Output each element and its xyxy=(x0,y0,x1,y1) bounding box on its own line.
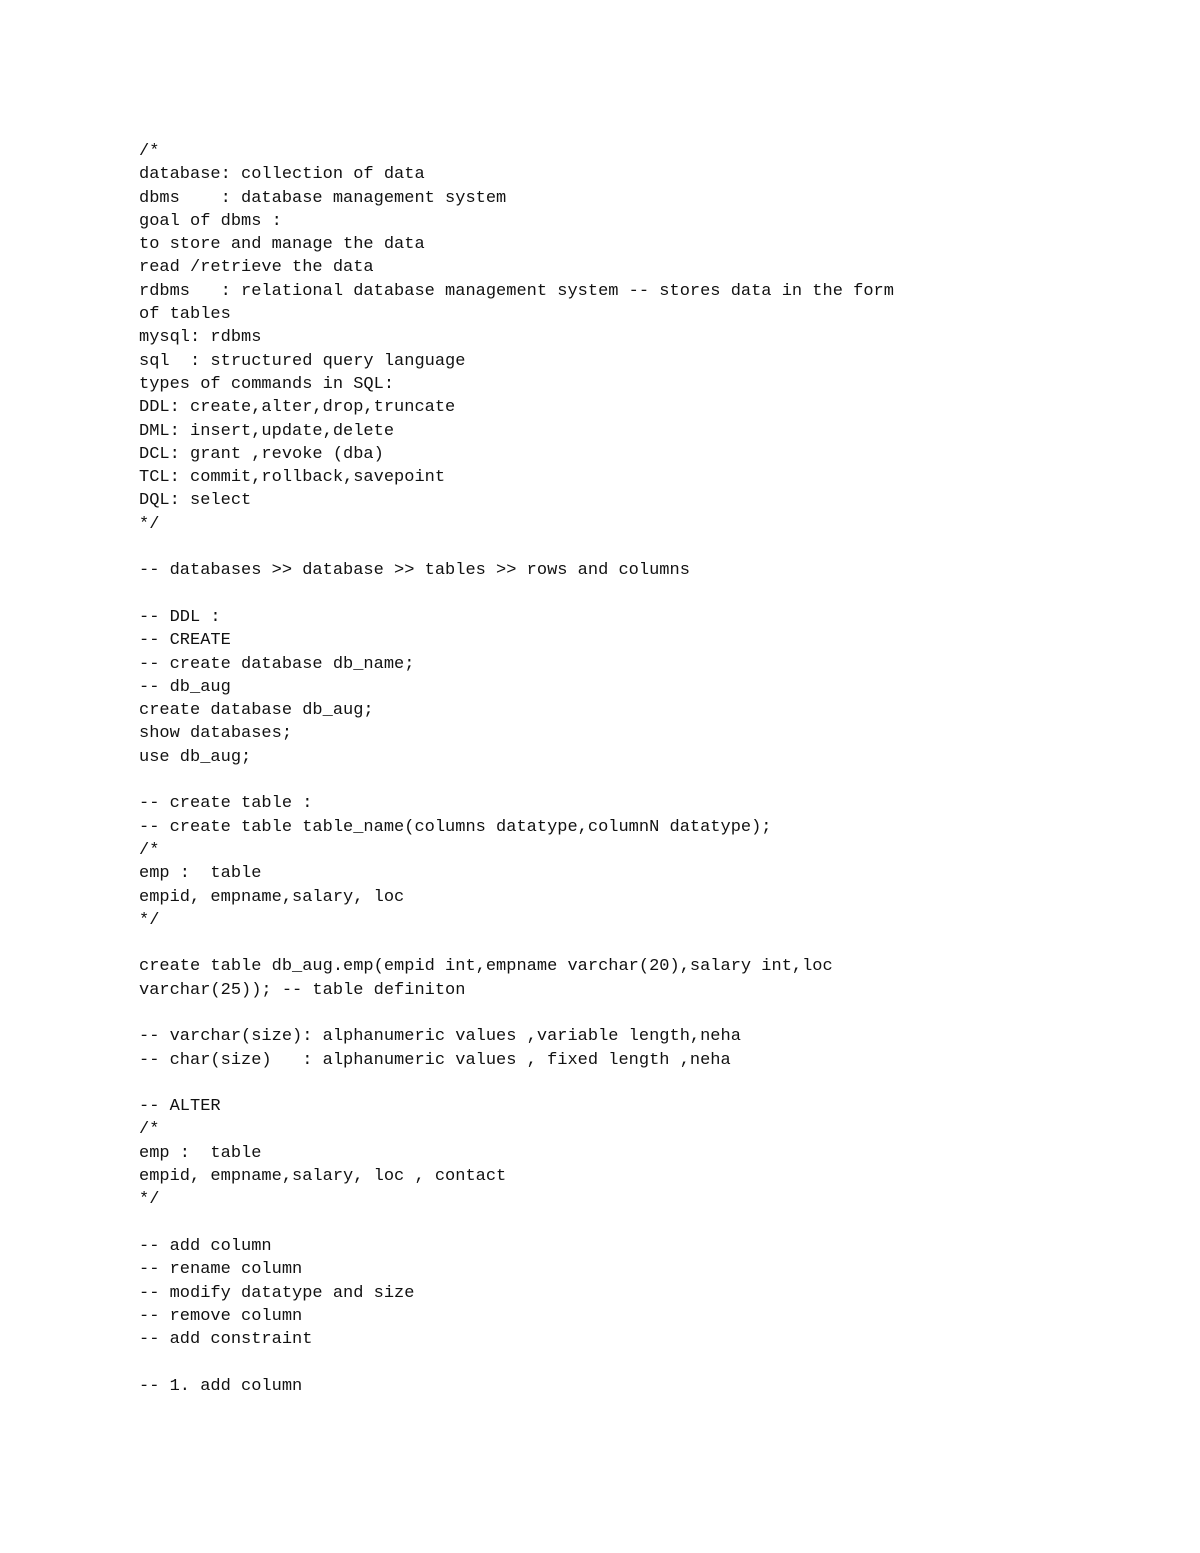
code-line: dbms : database management system xyxy=(139,188,507,208)
code-line: mysql: rdbms xyxy=(139,328,262,348)
code-line: -- ALTER xyxy=(139,1097,221,1117)
code-line: database: collection of data xyxy=(139,165,425,185)
code-line: show databases; xyxy=(139,724,293,744)
code-line: -- DDL : xyxy=(139,607,221,627)
code-line: */ xyxy=(139,514,160,534)
code-line: -- create database db_name; xyxy=(139,654,415,674)
code-line: use db_aug; xyxy=(139,747,252,767)
code-line: empid, empname,salary, loc xyxy=(139,887,405,907)
code-line xyxy=(139,1212,1139,1235)
code-line: -- modify datatype and size xyxy=(139,1283,415,1303)
code-line: -- create table : xyxy=(139,794,313,814)
code-line xyxy=(139,1002,1139,1025)
code-line: */ xyxy=(139,1190,160,1210)
code-line: read /retrieve the data xyxy=(139,258,374,278)
code-line: -- varchar(size): alphanumeric values ,variable length,neha xyxy=(139,1027,741,1047)
code-line: empid, empname,salary, loc , contact xyxy=(139,1167,507,1187)
code-line xyxy=(139,932,1139,955)
code-line: */ xyxy=(139,910,160,930)
code-line: types of commands in SQL: xyxy=(139,374,395,394)
code-line: DCL: grant ,revoke (dba) xyxy=(139,444,384,464)
code-block xyxy=(139,140,1139,1398)
code-line: create database db_aug; xyxy=(139,701,374,721)
code-line: -- CREATE xyxy=(139,631,231,651)
code-line xyxy=(139,769,1139,792)
code-line: DML: insert,update,delete xyxy=(139,421,395,441)
code-line: rdbms : relational database management system -- stores data in the form xyxy=(139,281,894,301)
code-line: -- databases >> database >> tables >> rows and columns xyxy=(139,561,690,581)
code-line: /* xyxy=(139,1120,160,1140)
code-line: -- db_aug xyxy=(139,677,231,697)
code-line: DQL: select xyxy=(139,491,252,511)
code-line: -- add constraint xyxy=(139,1330,313,1350)
code-line: to store and manage the data xyxy=(139,235,425,255)
code-line: -- 1. add column xyxy=(139,1376,303,1396)
code-line xyxy=(139,583,1139,606)
code-line: varchar(25)); -- table definiton xyxy=(139,980,466,1000)
code-line: DDL: create,alter,drop,truncate xyxy=(139,398,456,418)
code-line: emp : table xyxy=(139,1143,262,1163)
code-line xyxy=(139,1072,1139,1095)
code-line: create table db_aug.emp(empid int,empname varchar(20),salary int,loc xyxy=(139,957,833,977)
code-line: /* xyxy=(139,142,160,161)
code-line: -- remove column xyxy=(139,1306,303,1326)
code-line xyxy=(139,1351,1139,1374)
code-line: TCL: commit,rollback,savepoint xyxy=(139,468,446,488)
code-line: -- add column xyxy=(139,1236,272,1256)
code-line: -- rename column xyxy=(139,1260,303,1280)
code-line: goal of dbms : xyxy=(139,211,282,231)
code-line: /* xyxy=(139,840,160,860)
code-line xyxy=(139,536,1139,559)
code-line: -- create table table_name(columns datatype,columnN datatype); xyxy=(139,817,772,837)
code-line: emp : table xyxy=(139,864,262,884)
code-line: of tables xyxy=(139,305,231,325)
code-line: sql : structured query language xyxy=(139,351,466,371)
code-line: -- char(size) : alphanumeric values , fixed length ,neha xyxy=(139,1050,731,1070)
